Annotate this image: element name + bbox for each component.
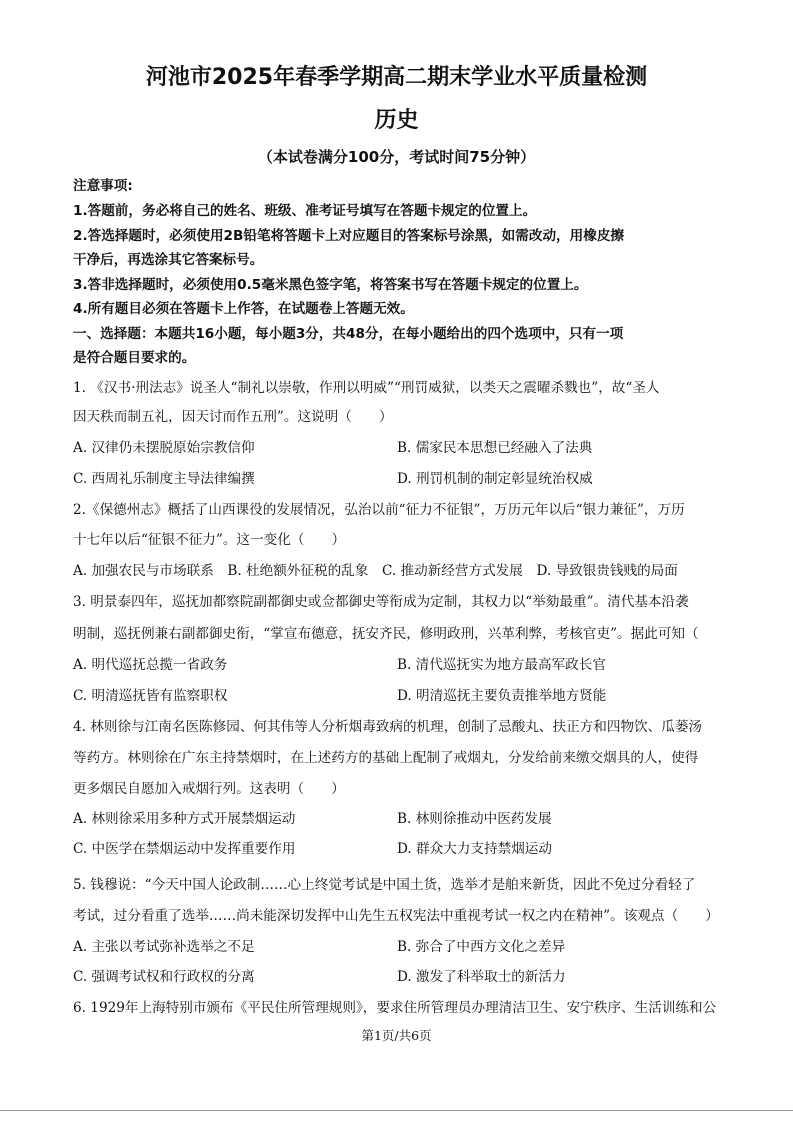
q1-option-c: C. 西周礼乐制度主导法律编撰	[73, 471, 255, 487]
q1-stem: 1. 《汉书·刑法志》说圣人“制礼以崇敬，作刑以明威”“刑罚威狱，以类天之震曜杀戮也”，故“圣人	[73, 380, 660, 396]
section-heading-cont: 是符合题目要求的。	[73, 350, 196, 366]
q5-option-d: D. 激发了科举取士的新活力	[397, 969, 566, 985]
q1-option-b: B. 儒家民本思想已经融入了法典	[397, 440, 593, 456]
q5-stem: 5. 钱穆说：“今天中国人论政制……心上终觉考试是中国土货，选举才是舶来新货，因此不免过分看轻了	[73, 877, 696, 893]
q3-stem-cont: 明制，巡抚例兼右副都御史衔，“掌宣布德意，抚安齐民，修明政刑，兴革利弊，考核官吏”。据此可知（	[73, 626, 699, 642]
note-item: 干净后，再选涂其它答案标号。	[73, 252, 264, 268]
q6-stem: 6. 1929年上海特别市颁布《平民住所管理规则》，要求住所管理员办理清洁卫生、安宁秩序、生活训练和公	[73, 1000, 717, 1016]
q3-option-d: D. 明清巡抚主要负责推举地方贤能	[397, 688, 607, 704]
q5-option-a: A. 主张以考试弥补选举之不足	[73, 939, 255, 955]
page-number: 第1页/共6页	[361, 1028, 432, 1043]
note-item: 1.答题前，务必将自己的姓名、班级、准考证号填写在答题卡规定的位置上。	[73, 203, 537, 219]
q3-option-b: B. 清代巡抚实为地方最高军政长官	[397, 657, 606, 673]
q5-option-b: B. 弥合了中西方文化之差异	[397, 939, 566, 955]
q4-option-d: D. 群众大力支持禁烟运动	[397, 841, 552, 857]
q4-stem: 4. 林则徐与江南名医陈修园、何其伟等人分析烟毒致病的机理，创制了忌酸丸、扶正方和四物饮、瓜蒌汤	[73, 719, 703, 735]
subject-title: 历史	[374, 108, 419, 133]
exam-meta: （本试卷满分100分，考试时间75分钟）	[257, 148, 536, 166]
bottom-divider	[0, 1110, 793, 1111]
notes-heading: 注意事项:	[73, 178, 133, 194]
section-heading: 一、选择题：本题共16小题，每小题3分，共48分，在每小题给出的四个选项中，只有一项	[73, 326, 624, 342]
q4-option-b: B. 林则徐推动中医药发展	[397, 811, 552, 827]
q3-option-c: C. 明清巡抚皆有监察职权	[73, 688, 228, 704]
q1-option-d: D. 刑罚机制的制定彰显统治权威	[397, 471, 593, 487]
q4-stem-cont: 等药方。林则徐在广东主持禁烟时，在上述药方的基础上配制了戒烟丸，分发给前来缴交烟具的人，使得	[73, 750, 699, 766]
q3-stem: 3. 明景泰四年，巡抚加都察院副都御史或佥都御史等衔成为定制，其权力以“举劾最重”。清代基本沿袭	[73, 594, 689, 610]
q2-options: A. 加强农民与市场联系 B. 杜绝额外征税的乱象 C. 推动新经营方式发展 D. 导致银贵钱贱的局面	[73, 563, 678, 579]
q2-stem: 2.《保德州志》概括了山西课役的发展情况，弘治以前“征力不征银”，万历元年以后“银力兼征”，万历	[73, 502, 685, 518]
q4-stem-cont: 更多烟民自愿加入戒烟行列。这表明（ ）	[73, 781, 345, 797]
q4-option-c: C. 中医学在禁烟运动中发挥重要作用	[73, 841, 296, 857]
note-item: 2.答选择题时，必须使用2B铅笔将答题卡上对应题目的答案标号涂黑，如需改动，用橡皮擦	[73, 228, 625, 244]
q5-stem-cont: 考试，过分看重了选举……尚未能深切发挥中山先生五权宪法中重视考试一权之内在精神”。该观点（ ）	[73, 908, 719, 924]
note-item: 4.所有题目必须在答题卡上作答，在试题卷上答题无效。	[73, 301, 414, 317]
q3-option-a: A. 明代巡抚总揽一省政务	[73, 657, 228, 673]
exam-title: 河池市2025年春季学期高二期末学业水平质量检测	[145, 65, 648, 90]
q5-option-c: C. 强调考试权和行政权的分离	[73, 969, 255, 985]
note-item: 3.答非选择题时，必须使用0.5毫米黑色签字笔，将答案书写在答题卡规定的位置上。	[73, 277, 588, 293]
q4-option-a: A. 林则徐采用多种方式开展禁烟运动	[73, 811, 296, 827]
q1-option-a: A. 汉律仍未摆脱原始宗教信仰	[73, 440, 255, 456]
q2-stem-cont: 十七年以后“征银不征力”。这一变化（ ）	[73, 532, 346, 548]
q1-stem-cont: 因天秩而制五礼，因天讨而作五刑”。这说明（ ）	[73, 409, 393, 425]
